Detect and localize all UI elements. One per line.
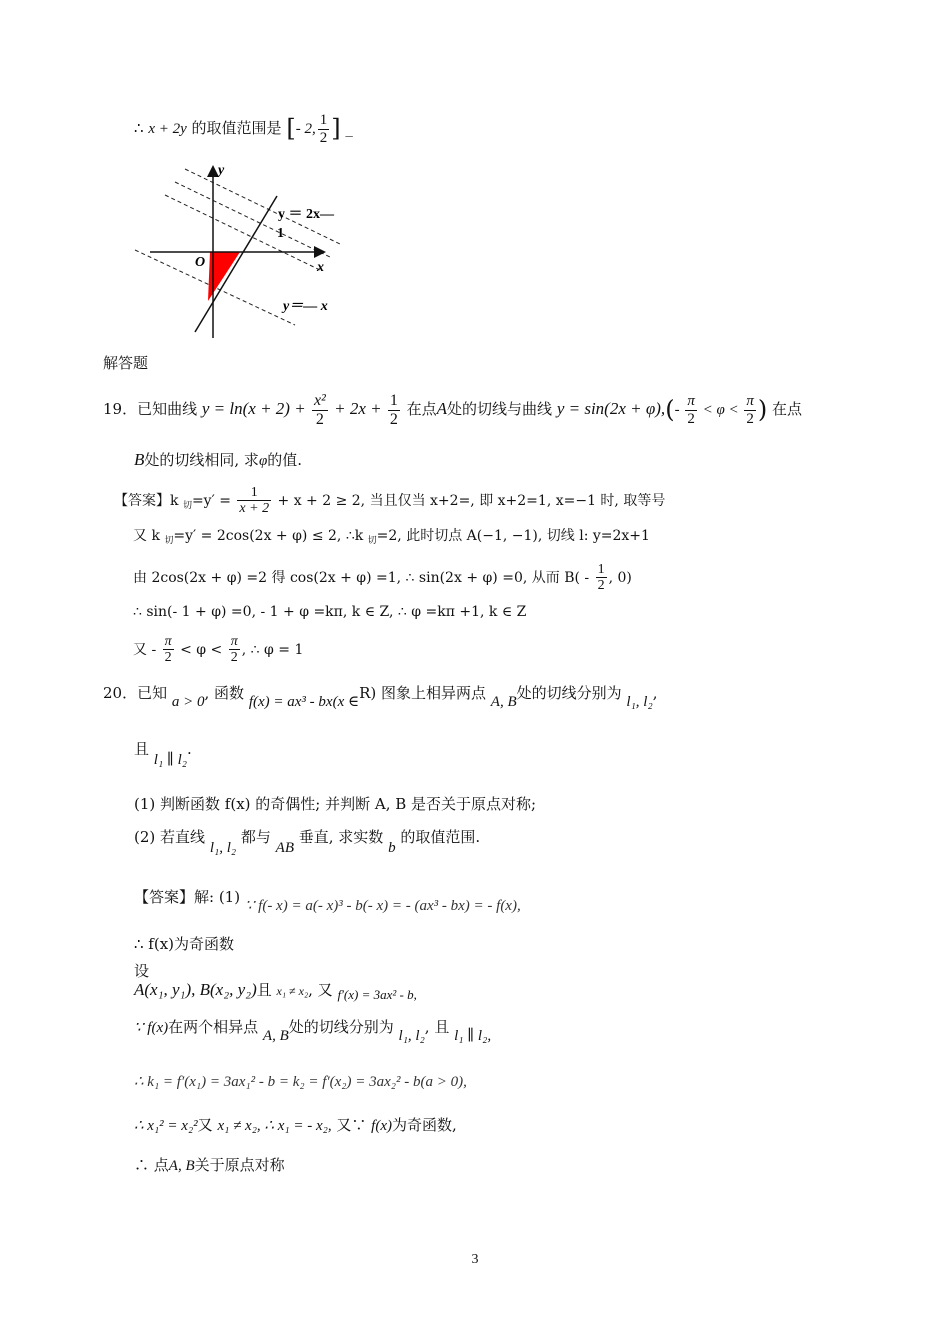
ans20-line2: ∴ f(x)为奇函数: [134, 935, 235, 953]
ans19-line1: 【答案】k $_切$=y′ = $\frac{1}{x + 2}$ + x + 2 ≥ 2, 当且仅当 x+2=, 即 x+2=1, x=−1 时, 取等号: [114, 485, 666, 517]
x-axis-label: x: [317, 260, 324, 275]
line1-label-b: 1: [277, 226, 284, 241]
q20-line1: 20．已知 a > 0, 函数 f(x) = ax³ - bx(x ∈R) 图象上相异两点 A, B处的切线分别为 l₁, l₂,: [103, 684, 658, 710]
line1-label: y ＝ 2x—: [278, 207, 334, 222]
interval-left: - 2,: [295, 121, 316, 137]
therefore-symbol: ∴: [134, 119, 144, 137]
ans20-line1: 【答案】解: (1) ∵ f(- x) = a(- x)³ - b(- x) = - (ax³ - bx) = - f(x),: [134, 888, 521, 914]
q20-part1: (1) 判断函数 f(x) 的奇偶性; 并判断 A, B 是否关于原点对称;: [134, 795, 537, 813]
q19-line2: B处的切线相同, 求φ的值.: [134, 450, 303, 469]
ans20-line5: ∴ k₁ = f′(x₁) = 3ax₁² - b = k₂ = f′(x₂) = 3ax₂² - b(a > 0),: [134, 1074, 467, 1090]
ans20-line7: ∴ 点A, B关于原点对称: [134, 1156, 285, 1174]
ans19-line4: ∴ sin(- 1 + φ) =0, - 1 + φ =kπ, k ∈ Z, ∴ φ =kπ +1, k ∈ Z: [133, 604, 527, 620]
range-text: 的取值范围是: [191, 119, 282, 137]
y-axis-label: y: [218, 163, 225, 178]
range-expr: x + 2y: [148, 121, 187, 137]
ans19-line2: 又 k $_切$=y′ = 2cos(2x + φ) ≤ 2, ∴k $_切$=2, 此时切点 A(−1, −1), 切线 l: y=2x+1: [133, 528, 650, 546]
range-tail: _: [345, 119, 353, 137]
line-2x-minus-1: [195, 196, 277, 332]
left-bracket: [: [286, 114, 296, 143]
q20-line2: 且 l₁ ∥ l₂.: [134, 740, 192, 768]
region-figure: [125, 160, 385, 350]
ans19-line5: 又 - $\frac{\pi}{2}$ < φ < $\frac{\pi}{2}$ , ∴ φ = 1: [133, 634, 304, 666]
right-bracket: ]: [331, 114, 341, 143]
interval-fraction: $\frac{1}{2}$: [319, 112, 328, 146]
ans20-line3: 设 A(x₁, y₁), B(x₂, y₂)且 x₁ ≠ x₂, 又 f′(x) = 3ax² - b,: [134, 962, 417, 1002]
line2-label: y＝— x: [283, 299, 328, 314]
ans20-line6: ∴ x₁² = x₂²又 x₁ ≠ x₂, ∴ x₁ = - x₂, 又∵ f(x)为奇函数,: [134, 1116, 457, 1134]
page-number: 3: [471, 1252, 479, 1267]
range-line: [134, 112, 353, 146]
ans20-line4: ∵ f(x)在两个相异点 A, B处的切线分别为 l₁, l₂, 且 l₁ ∥ l₂,: [134, 1018, 492, 1044]
q19-line1: 19．已知曲线 y = ln(x + 2) + $\frac{\text{x²}}{2}$ + 2x + $\frac{1}{2}$ 在点A处的切线与曲线 y = sin(2x + φ),(- $\frac{\pi}{2}$ < φ < $\frac{\pi}{2}$ ) 在点: [103, 392, 803, 428]
origin-label: O: [195, 255, 206, 270]
ans19-line3: 由 2cos(2x + φ) =2 得 cos(2x + φ) =1, ∴ sin(2x + φ) =0, 从而 B( - $\frac{1}{2}$ , 0): [133, 562, 632, 594]
q20-part2: (2) 若直线 l₁, l₂ 都与 AB 垂直, 求实数 b 的取值范围.: [134, 828, 481, 856]
section-title: 解答题: [103, 354, 149, 372]
